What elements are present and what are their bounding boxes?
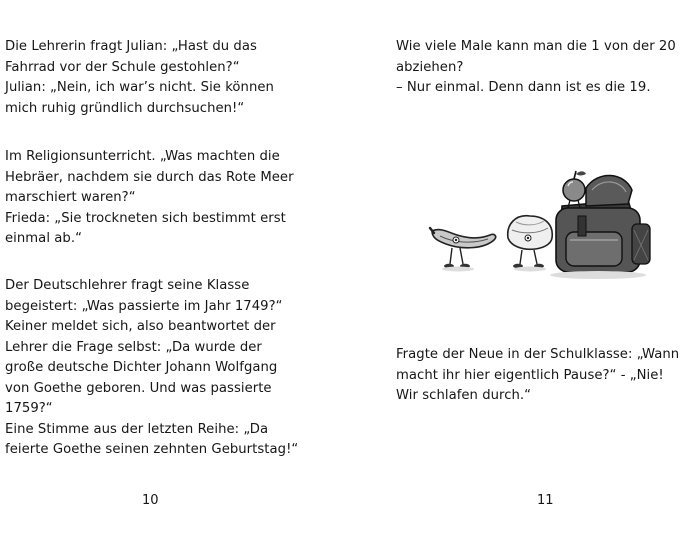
schoolbag-illustration (410, 158, 660, 288)
joke-subtract-one: Wie viele Male kann man die 1 von der 20 abziehen? – Nur einmal. Denn dann ist es die 19. (396, 39, 676, 95)
apple-icon (563, 171, 586, 208)
page-number-right: 11 (537, 493, 554, 508)
joke-goethe: Der Deutschlehrer fragt seine Klasse begeistert: „Was passierte im Jahr 1749?“ Keiner meldet sich, also beantwortet der Lehrer die Frage selbst: „Da wurde der große deutsche Dichter Johann Wolfgang von Goethe geboren. Und was passierte 1759?“ Eine Stimme aus der letzten Reihe: „Da feierte Goethe seinen zehnten Geburtstag!“ (5, 278, 299, 457)
joke-red-sea: Im Religionsunterricht. „Was machten die Hebräer, nachdem sie durch das Rote Meer marschiert waren?“ Frieda: „Sie trockneten sich bestimmt erst einmal ab.“ (5, 149, 294, 246)
joke-bicycle: Die Lehrerin fragt Julian: „Hast du das Fahrrad vor der Schule gestohlen?“ Julian: „Nein, ich war’s nicht. Sie können mich ruhig gründlich durchsuchen!“ (5, 39, 274, 116)
sandwich-icon (508, 216, 553, 272)
right-page (341, 0, 683, 546)
joke-break: Fragte der Neue in der Schulklasse: „Wann macht ihr hier eigentlich Pause?“ - „Nie! Wir schlafen durch.“ (396, 347, 680, 403)
banana-icon (430, 228, 496, 272)
page-number-left: 10 (142, 493, 159, 508)
left-page (0, 0, 340, 546)
